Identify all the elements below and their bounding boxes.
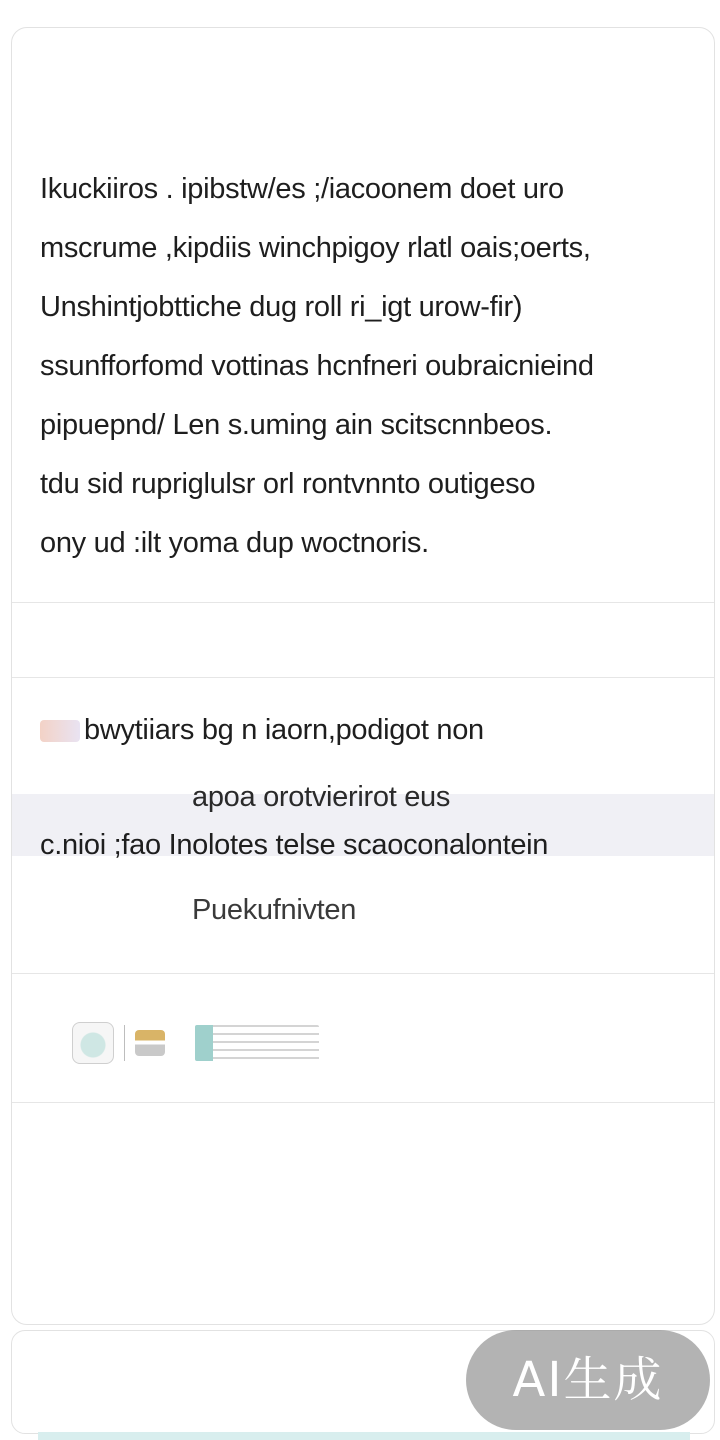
paragraph-line: Unshintjobttiche dug roll ri_igt urow-fir) [40,291,523,323]
list-item[interactable]: c.nioi ;fao Inolotes telse scaoconalontein [40,829,549,861]
logo-strip [72,1021,319,1065]
bottom-strip [38,1432,690,1440]
divider [12,602,714,603]
partner-logo-icon [195,1025,319,1061]
paragraph-line: Ikuckiiros . ipibstw/es ;/iacoonem doet uro [40,173,564,205]
paragraph-line: pipuepnd/ Len s.uming ain scitscnnbeos. [40,409,553,441]
brand-logo-icon [135,1030,165,1056]
list-item-label: bwytiiars bg n iaorn,podigot non [84,714,484,746]
list-item-subtitle: apoa orotvierirot eus [192,781,451,813]
content-card [11,27,715,1325]
divider [12,1102,714,1103]
app-logo-icon [72,1022,114,1064]
logo-separator [124,1025,125,1061]
ai-generated-badge: AI生成 [466,1330,710,1430]
body-paragraph [40,160,700,573]
list-item[interactable] [40,714,715,747]
divider [12,973,714,974]
paragraph-line: tdu sid rupriglulsr orl rontvnnto outigeso [40,468,536,500]
list-item-subtitle: Puekufnivten [192,894,357,926]
paragraph-line: mscrume ,kipdiis winchpigoy rlatl oais;oerts, [40,232,591,264]
tag-icon [40,720,80,742]
divider [12,677,714,678]
paragraph-line: ssunfforfomd vottinas hcnfneri oubraicnieind [40,350,594,382]
paragraph-line: ony ud :ilt yoma dup woctnoris. [40,527,429,559]
